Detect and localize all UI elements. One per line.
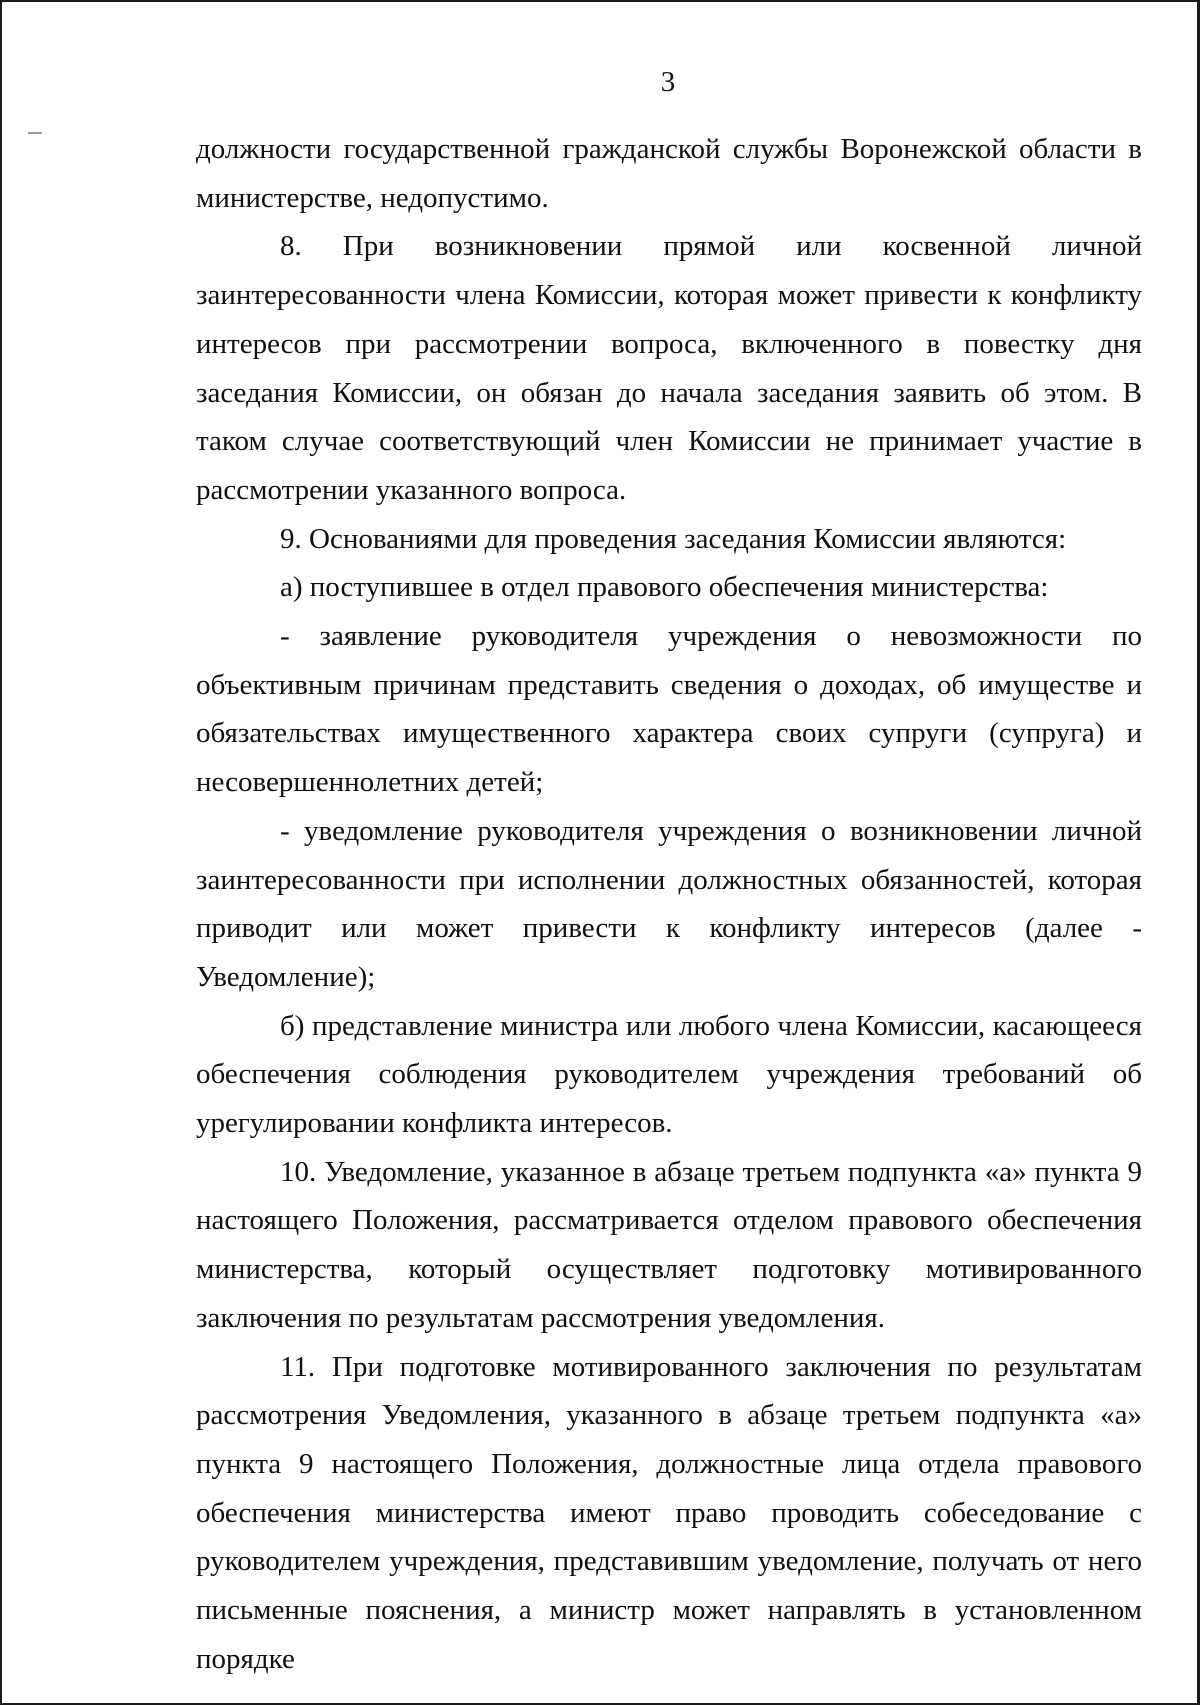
page-number: 3 [660, 66, 676, 98]
document-body [196, 125, 1142, 1684]
paragraph-item-9: 9. Основаниями для проведения заседания Комиссии являются: [280, 522, 1067, 555]
paragraph-continuation: должности государственной гражданской службы Воронежской области в министерстве, недопустимо. [196, 133, 1142, 214]
paragraph-item-9b: б) представление министра или любого члена Комиссии, касающееся обеспечения соблюдения руководителем учреждения требований об урегулировании конфликта интересов. [196, 1009, 1142, 1140]
paragraph-item-10: 10. Уведомление, указанное в абзаце третьем подпункта «а» пункта 9 настоящего Положения, рассматривается отделом правового обеспечения министерства, который осуществляет подготовку мотивированного заключения по результатам рассмотрения уведомления. [196, 1155, 1142, 1334]
scan-speck [28, 132, 42, 134]
scan-edge-top [0, 0, 1200, 2]
paragraph-bullet-notification: - уведомление руководителя учреждения о возникновении личной заинтересованности при исполнении должностных обязанностей, которая приводит или может привести к конфликту интересов (далее - Уведомление); [196, 814, 1142, 993]
scan-edge-left [0, 0, 2, 1705]
paragraph-bullet-statement: - заявление руководителя учреждения о невозможности по объективным причинам представить сведения о доходах, об имуществе и обязательствах имущественного характера своих супруги (супруга) и несовершеннолетних детей; [196, 620, 1142, 799]
paragraph-item-9a: а) поступившее в отдел правового обеспечения министерства: [280, 571, 1049, 604]
paragraph-item-8: 8. При возникновении прямой или косвенной личной заинтересованности члена Комиссии, которая может привести к конфликту интересов при рассмотрении вопроса, включенного в повестку дня заседания Комиссии, он обязан до начала заседания заявить об этом. В таком случае соответствующий член Комиссии не принимает участие в рассмотрении указанного вопроса. [196, 230, 1142, 506]
paragraph-item-11: 11. При подготовке мотивированного заключения по результатам рассмотрения Уведомления, указанного в абзаце третьем подпункта «а» пункта 9 настоящего Положения, должностные лица отдела правового обеспечения министерства имеют право проводить собеседование с руководителем учреждения, представившим уведомление, получать от него письменные пояснения, а министр может направлять в установленном порядке [196, 1350, 1142, 1675]
